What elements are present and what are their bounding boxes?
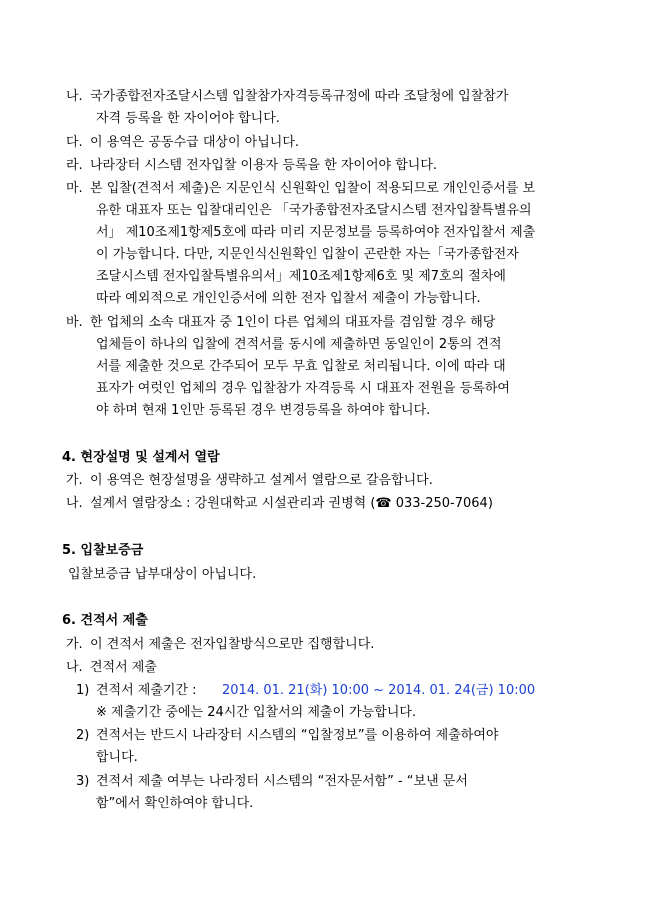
paragraph-line: 이 견적서 제출은 전자입찰방식으로만 집행합니다. <box>90 637 375 652</box>
item-marker: 나. <box>66 496 83 511</box>
section-heading: 5. 입찰보증금 <box>62 543 144 558</box>
paragraph-line: 견적서는 반드시 나라장터 시스템의 “입찰정보”를 이용하여 제출하여야 <box>96 728 499 743</box>
item-marker: 나. <box>66 660 83 675</box>
sub-item-marker: 2) <box>76 728 90 743</box>
item-marker: 나. <box>66 89 83 104</box>
item-marker: 가. <box>66 637 83 652</box>
paragraph-line: 이 가능합니다. 다만, 지문인식신원확인 입찰이 곤란한 자는「국가종합전자 <box>96 247 519 262</box>
item-marker: 바. <box>66 315 83 330</box>
paragraph-line: 본 입찰(견적서 제출)은 지문인식 신원확인 입찰이 적용되므로 개인인증서를 보 <box>90 181 536 196</box>
item-marker: 가. <box>66 473 83 488</box>
paragraph-line: 조달시스템 전자입찰특별유의서」제10조제1항제6호 및 제7호의 절차에 <box>96 269 506 284</box>
paragraph-line: 함”에서 확인하여야 합니다. <box>96 796 254 811</box>
paragraph-line: 국가종합전자조달시스템 입찰참가자격등록규정에 따라 조달청에 입찰참가 <box>90 89 509 104</box>
paragraph-line: 한 업체의 소속 대표자 중 1인이 다른 업체의 대표자를 겸임할 경우 해당 <box>90 315 496 330</box>
section-heading: 4. 현장설명 및 설계서 열람 <box>62 450 220 465</box>
paragraph-line: 이 용역은 현장설명을 생략하고 설계서 열람으로 갈음합니다. <box>90 473 433 488</box>
paragraph-line: 자격 등록을 한 자이어야 합니다. <box>96 111 280 126</box>
paragraph-line: 유한 대표자 또는 입찰대리인은 「국가종합전자조달시스템 전자입찰특별유의 <box>96 203 532 218</box>
paragraph-line: 서」 제10조제1항제5호에 따라 미리 지문정보를 등록하여야 전자입찰서 제출 <box>96 225 536 240</box>
item-marker: 다. <box>66 135 83 150</box>
paragraph-line: 입찰보증금 납부대상이 아닙니다. <box>68 567 257 582</box>
paragraph-line: 나라장터 시스템 전자입찰 이용자 등록을 한 자이어야 합니다. <box>90 158 438 173</box>
section-heading: 6. 견적서 제출 <box>62 613 148 628</box>
item-marker: 마. <box>66 181 83 196</box>
submission-period-label: 견적서 제출기간 : <box>96 683 197 698</box>
sub-item-marker: 1) <box>76 683 90 698</box>
paragraph-line: 서를 제출한 것으로 간주되어 모두 무효 입찰로 처리됩니다. 이에 따라 대 <box>96 359 506 374</box>
paragraph-line: 이 용역은 공동수급 대상이 아닙니다. <box>90 135 300 150</box>
paragraph-line: 야 하며 현재 1인만 등록된 경우 변경등록을 하여야 합니다. <box>96 403 431 418</box>
item-marker: 라. <box>66 158 83 173</box>
contact-line: 설계서 열람장소 : 강원대학교 시설관리과 권병혁 (☎ 033-250-7064) <box>90 496 493 511</box>
sub-item-marker: 3) <box>76 774 90 789</box>
submission-period-value: 2014. 01. 21(화) 10:00 ~ 2014. 01. 24(금) 10:00 <box>222 683 536 698</box>
paragraph-line: 표자가 여럿인 업체의 경우 입찰참가 자격등록 시 대표자 전원을 등록하여 <box>96 381 510 396</box>
paragraph-line: 업체들이 하나의 입찰에 견적서를 동시에 제출하면 동일인이 2통의 견적 <box>96 337 502 352</box>
paragraph-line: 견적서 제출 여부는 나라정터 시스템의 “전자문서함” - “보낸 문서 <box>96 774 468 789</box>
paragraph-line: 견적서 제출 <box>90 660 157 675</box>
paragraph-line: 합니다. <box>96 750 138 765</box>
paragraph-line: 따라 예외적으로 개인인증서에 의한 전자 입찰서 제출이 가능합니다. <box>96 291 481 306</box>
paragraph-note: ※ 제출기간 중에는 24시간 입찰서의 제출이 가능합니다. <box>96 705 417 720</box>
